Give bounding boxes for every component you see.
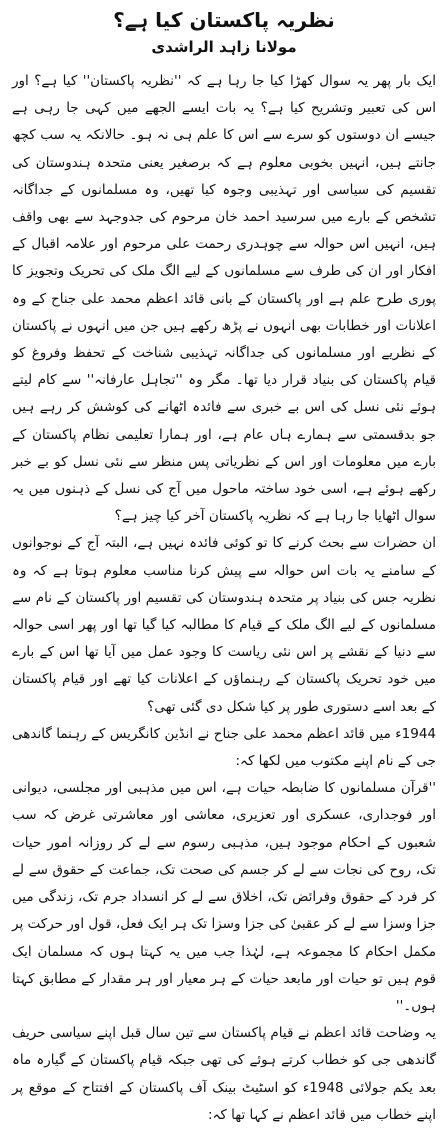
article-paragraph: 1944ء میں قائد اعظم محمد علی جناح نے انڈین کانگریس کے رہنما گاندھی جی کے نام اپنے مکتوب میں لکھا کہ: [12,725,436,770]
article-paragraph: یہ وضاحت قائد اعظم نے قیام پاکستان سے تین سال قبل اپنے سیاسی حریف گاندھی جی کو خطاب کرتے ہوئے کی تھی جبکہ قیام پاکستان کے گیارہ ماہ بعد یکم جولائی 1948ء کو اسٹیٹ بینک آف پاکستان کے افتتاح کے موقع پر اپنے خطاب میں قائد اعظم نے کہا تھا کہ: [12,1025,436,1123]
article-author: مولانا زاہد الراشدی [151,38,297,56]
article-title: نظریہ پاکستان کیا ہے؟ [113,8,335,32]
article-paragraph: ان حضرات سے بحث کرنے کا تو کوئی فائدہ نہیں ہے، البتہ آج کے نوجوانوں کے سامنے یہ بات اس حوالہ سے پیش کرنا مناسب معلوم ہوتا ہے کہ وہ نظریہ جس کی بنیاد پر متحدہ ہندوستان کی تقسیم اور پاکستان کے نام سے مسلمانوں کے لیے الگ ملک کے قیام کا مطالبہ کیا گیا تھا اور پھر اسی حوالہ سے دنیا کے نقشے پر اس نئی ریاست کا وجود عمل میں آیا تھا اس کے بارے میں خود تحریک پاکستان کے رہنماؤں کے اعلانات کیا تھے اور قیام پاکستان کے بعد اسے دستوری طور پر کیا شکل دی گئی تھی؟ [12,535,436,715]
article-quote: ''قرآن مسلمانوں کا ضابطہ حیات ہے، اس میں مذہبی اور مجلسی، دیوانی اور فوجداری، عسکری اور تعزیری، معاشی اور معاشرتی غرض کہ سب شعبوں کے احکام موجود ہیں، مذہبی رسوم سے لے کر روزانہ امور حیات تک، روح کی نجات سے لے کر جسم کی صحت تک، جماعت کے حقوق سے لے کر فرد کے حقوق وفرائض تک، اخلاق سے لے کر انسداد جرم تک، زندگی میں جزا وسزا سے لے کر عقبیٰ کی جزا وسزا تک ہر ایک فعل، قول اور حرکت پر مکمل احکام کا مجموعہ ہے، لہٰذا جب میں یہ کہتا ہوں کہ مسلمان ایک قوم ہیں تو حیات اور مابعد حیات کے ہر معیار اور ہر مقدار کے مطابق کہتا ہوں۔'' [12,780,436,1014]
article-body [12,68,436,1129]
article-paragraph: ایک بار پھر یہ سوال کھڑا کیا جا رہا ہے کہ ''نظریہ پاکستان'' کیا ہے؟ اور اس کی تعبیر وتشریح کیا ہے؟ یہ بات ایسے الجھے میں کہی جا رہی ہے جیسے ان دوستوں کو سرے سے اس کا علم ہی نہ ہو۔ حالانکہ یہ سب کچھ جانتے ہیں، انہیں بخوبی معلوم ہے کہ برصغیر یعنی متحدہ ہندوستان کی تقسیم کی سیاسی اور تہذیبی وجوہ کیا تھیں، وہ مسلمانوں کے جداگانہ تشخص کے بارے میں سرسید احمد خان مرحوم کی جدوجہد سے بھی واقف ہیں، انہیں اس حوالہ سے چوہدری رحمت علی مرحوم اور علامہ اقبال کے افکار اور ان کی طرف سے مسلمانوں کے لیے الگ ملک کی تحریک وتجویز کا پوری طرح علم ہے اور پاکستان کے بانی قائد اعظم محمد علی جناح کے وہ اعلانات اور خطابات بھی انہوں نے پڑھ رکھے ہیں جن میں انہوں نے پاکستان کے نظریے اور مسلمانوں کی جداگانہ تہذیبی شناخت کے تحفظ وفروغ کو قیام پاکستان کی بنیاد قرار دیا تھا۔ مگر وہ ''تجاہل عارفانہ'' سے کام لیتے ہوئے نئی نسل کی اس بے خبری سے فائدہ اٹھانے کی کوشش کر رہے ہیں جو بدقسمتی سے ہمارے ہاں عام ہے، اور ہمارا تعلیمی نظام پاکستان کے بارے میں معلومات اور اس کے نظریاتی پس منظر سے نئی نسل کو بے خبر رکھے ہوئے ہے، اسی خود ساختہ ماحول میں آج کی نسل کے ذہنوں میں یہ سوال اٹھایا جا رہا ہے کہ نظریہ پاکستان آخر کیا چیز ہے؟ [12,73,436,525]
